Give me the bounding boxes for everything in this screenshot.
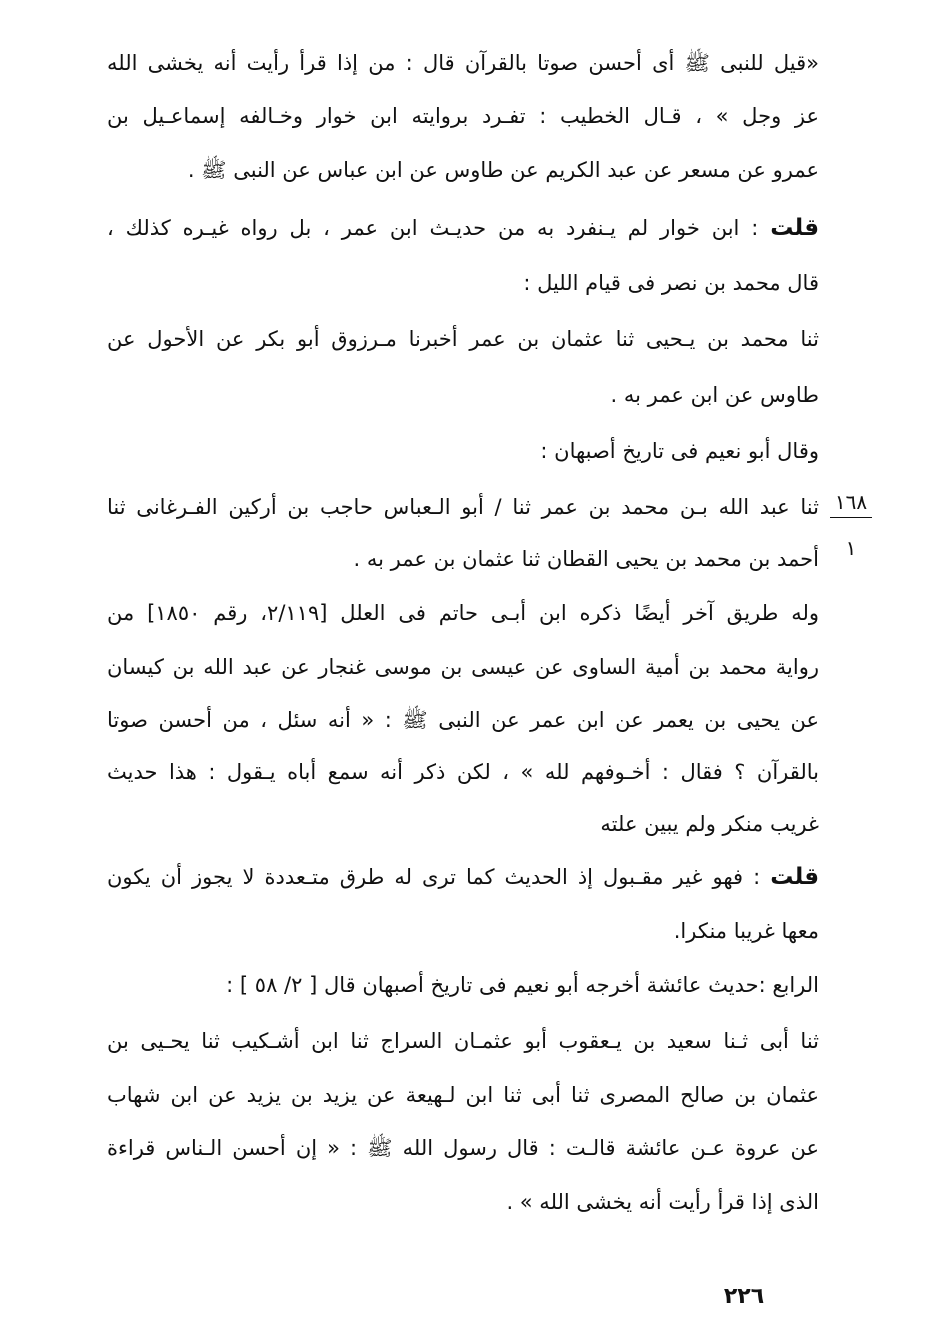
text-line	[107, 436, 819, 466]
text-line	[107, 155, 819, 185]
line-text: عثمان بن صالح المصرى ثنا أبى ثنا ابن لـهيعة عن يزيد بن يزيد عن ابن شهاب	[107, 1083, 819, 1107]
text-line	[107, 492, 819, 522]
margin-divider	[830, 517, 872, 518]
line-text: عمرو عن مسعر عن عبد الكريم عن طاوس عن ابن عباس عن النبى ﷺ .	[187, 158, 819, 182]
text-line	[107, 268, 819, 298]
text-line	[107, 324, 819, 354]
text-line	[107, 916, 819, 946]
line-text: الرابع :حديث عائشة أخرجه أبو نعيم فى تاريخ أصبهان قال [ ٢/ ٥٨ ] :	[226, 973, 819, 997]
text-line	[107, 101, 819, 131]
text-line	[107, 48, 819, 78]
text-line	[107, 544, 819, 574]
line-text: وقال أبو نعيم فى تاريخ أصبهان :	[540, 439, 819, 463]
line-text: الذى إذا قرأ رأيت أنه يخشى الله » .	[506, 1190, 819, 1214]
text-line	[107, 1026, 819, 1056]
line-text: عز وجل » ، قـال الخطيب : تفـرد بروايته ابن خوار وخـالفه إسماعـيل بن	[107, 104, 819, 128]
text-line	[107, 1187, 819, 1217]
line-text: ثنا محمد بن يـحيى ثنا عثمان بن عمر أخبرنا مـرزوق أبو بكر عن الأحول عن	[107, 327, 819, 351]
line-text: عن يحيى بن يعمر عن ابن عمر عن النبى ﷺ : « أنه سئل ، من أحسن صوتا	[107, 708, 819, 732]
line-text: قال محمد بن نصر فى قيام الليل :	[523, 271, 819, 295]
page-number: ٢٢٦	[723, 1284, 765, 1309]
text-line	[107, 380, 819, 410]
qult-label: قلت	[770, 215, 819, 241]
text-line	[107, 809, 819, 839]
text-line	[107, 970, 819, 1000]
line-text: غريب منكر ولم يبين علته	[600, 812, 819, 836]
text-line	[107, 862, 819, 892]
margin-reference-bottom: ١	[845, 536, 857, 560]
line-text: معها غريبا منكرا.	[673, 919, 819, 943]
margin-reference-top: ١٦٨	[834, 490, 868, 514]
text-line	[107, 757, 819, 787]
line-text: ثنا عبد الله بـن محمد بن عمر ثنا / أبو الـعباس حاجب بن أركين الفـرغانى ثنا	[107, 495, 819, 519]
text-line	[107, 705, 819, 735]
text-line	[107, 652, 819, 682]
line-text: وله طريق آخر أيضًا ذكره ابن أبـى حاتم فى العلل [٢/١١٩، رقم ١٨٥٠] من	[107, 601, 819, 625]
qult-label: قلت	[770, 864, 819, 890]
line-text: ثنا أبى ثـنا سعيد بن يـعقوب أبو عثمـان السراج ثنا ابن أشـكيب ثنا يحـيى بن	[107, 1029, 819, 1053]
text-line	[107, 598, 819, 628]
line-text: : ابن خوار لم يـنفرد به من حديـث ابن عمر ، بل رواه غيـره كذلك ،	[107, 216, 759, 240]
line-text: رواية محمد بن أمية الساوى عن عيسى بن موسى غنجار عن عبد الله بن كيسان	[107, 655, 819, 679]
text-line	[107, 1133, 819, 1163]
line-text: طاوس عن ابن عمر به .	[610, 383, 819, 407]
text-line	[107, 213, 819, 243]
line-text: : فهو غير مقـبول إذ الحديث كما ترى له طرق متـعددة لا يجوز أن يكون	[107, 865, 761, 889]
line-text: عن عروة عـن عائشة قالـت : قال رسول الله ﷺ : « إن أحسن الـناس قراءة	[107, 1136, 819, 1160]
line-text: بالقرآن ؟ فقال : أخـوفهم لله » ، لكن ذكر أنه سمع أباه يـقول : هذا حديث	[107, 760, 819, 784]
line-text: «قيل للنبى ﷺ أى أحسن صوتا بالقرآن قال : من إذا قرأ رأيت أنه يخشى الله	[107, 51, 819, 75]
line-text: أحمد بن محمد بن يحيى القطان ثنا عثمان بن عمر به .	[353, 547, 819, 571]
text-line	[107, 1080, 819, 1110]
